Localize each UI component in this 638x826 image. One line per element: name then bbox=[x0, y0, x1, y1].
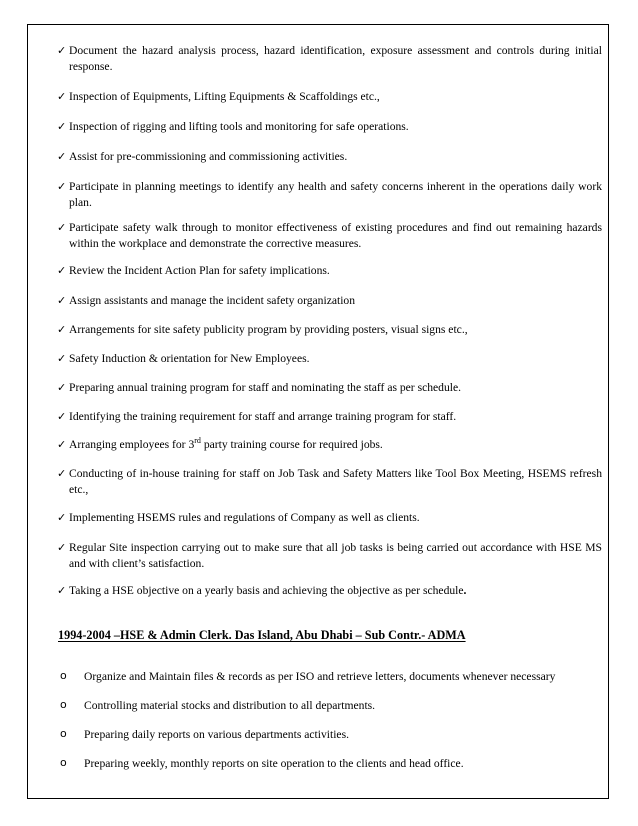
check-mark-icon: ✓ bbox=[57, 323, 67, 336]
list-item-text: Review the Incident Action Plan for safety implications. bbox=[69, 264, 330, 277]
check-mark-icon: ✓ bbox=[57, 410, 67, 423]
list-item-text-part: Arranging employees for 3 bbox=[69, 438, 195, 451]
section-heading: 1994-2004 –HSE & Admin Clerk. Das Island, Abu Dhabi – Sub Contr.- ADMA bbox=[58, 628, 466, 642]
check-mark-icon: ✓ bbox=[57, 352, 67, 365]
list-item-text: Preparing weekly, monthly reports on site operation to the clients and head office. bbox=[84, 757, 464, 770]
list-item-text: Preparing daily reports on various departments activities. bbox=[84, 728, 349, 741]
check-mark-icon: ✓ bbox=[57, 541, 67, 554]
ordinal-superscript: rd bbox=[194, 436, 201, 446]
list-item-text: Document the hazard analysis process, hazard identification, exposure assessment and controls during initial response. bbox=[69, 44, 602, 73]
list-item-text: Identifying the training requirement for staff and arrange training program for staff. bbox=[69, 410, 457, 423]
list-item-text-part: Taking a HSE objective on a yearly basis and achieving the objective as per schedule bbox=[69, 584, 464, 597]
list-item-text bbox=[69, 583, 602, 599]
list-item-text: Preparing annual training program for staff and nominating the staff as per schedule. bbox=[69, 381, 462, 394]
list-item-text: Participate in planning meetings to identify any health and safety concerns inherent in the operations daily work plan. bbox=[69, 180, 602, 209]
list-item-text: Participate safety walk through to monitor effectiveness of existing procedures and find out remaining hazards within the workplace and demonstrate the corrective measures. bbox=[69, 221, 602, 250]
list-item-text: Controlling material stocks and distribution to all departments. bbox=[84, 699, 376, 712]
check-mark-icon: ✓ bbox=[57, 120, 67, 133]
hollow-circle-bullet-icon: o bbox=[60, 669, 67, 682]
check-mark-icon: ✓ bbox=[57, 438, 67, 451]
list-item-text: Arrangements for site safety publicity program by providing posters, visual signs etc., bbox=[69, 323, 468, 336]
check-mark-icon: ✓ bbox=[57, 294, 67, 307]
list-item-text: Conducting of in-house training for staff on Job Task and Safety Matters like Tool Box Meeting, HSEMS refresh etc., bbox=[69, 467, 602, 496]
check-mark-icon: ✓ bbox=[57, 90, 67, 103]
list-item-text-part: party training course for required jobs. bbox=[200, 438, 383, 451]
list-item-text: Implementing HSEMS rules and regulations of Company as well as clients. bbox=[69, 511, 420, 524]
check-mark-icon: ✓ bbox=[57, 180, 67, 193]
hollow-circle-bullet-icon: o bbox=[60, 727, 67, 740]
check-mark-icon: ✓ bbox=[57, 264, 67, 277]
hollow-circle-bullet-icon: o bbox=[60, 756, 67, 769]
list-item-text: Inspection of Equipments, Lifting Equipments & Scaffoldings etc., bbox=[69, 90, 380, 103]
list-item-text: Assign assistants and manage the incident safety organization bbox=[69, 294, 356, 307]
list-item-text: Assist for pre-commissioning and commissioning activities. bbox=[69, 150, 348, 163]
check-mark-icon: ✓ bbox=[57, 467, 67, 480]
list-item-text: Organize and Maintain files & records as per ISO and retrieve letters, documents whenever necessary bbox=[84, 670, 556, 683]
list-item-text: Regular Site inspection carrying out to make sure that all job tasks is being carried out accordance with HSE MS and with client’s satisfaction. bbox=[69, 541, 602, 570]
check-mark-icon: ✓ bbox=[57, 584, 67, 597]
hollow-circle-bullet-icon: o bbox=[60, 698, 67, 711]
check-mark-icon: ✓ bbox=[57, 511, 67, 524]
list-item-text: Safety Induction & orientation for New Employees. bbox=[69, 352, 310, 365]
check-mark-icon: ✓ bbox=[57, 44, 67, 57]
check-mark-icon: ✓ bbox=[57, 381, 67, 394]
check-mark-icon: ✓ bbox=[57, 221, 67, 234]
check-mark-icon: ✓ bbox=[57, 150, 67, 163]
list-item-text bbox=[69, 437, 602, 453]
list-item-text: Inspection of rigging and lifting tools and monitoring for safe operations. bbox=[69, 120, 409, 133]
bold-period: . bbox=[463, 584, 467, 597]
